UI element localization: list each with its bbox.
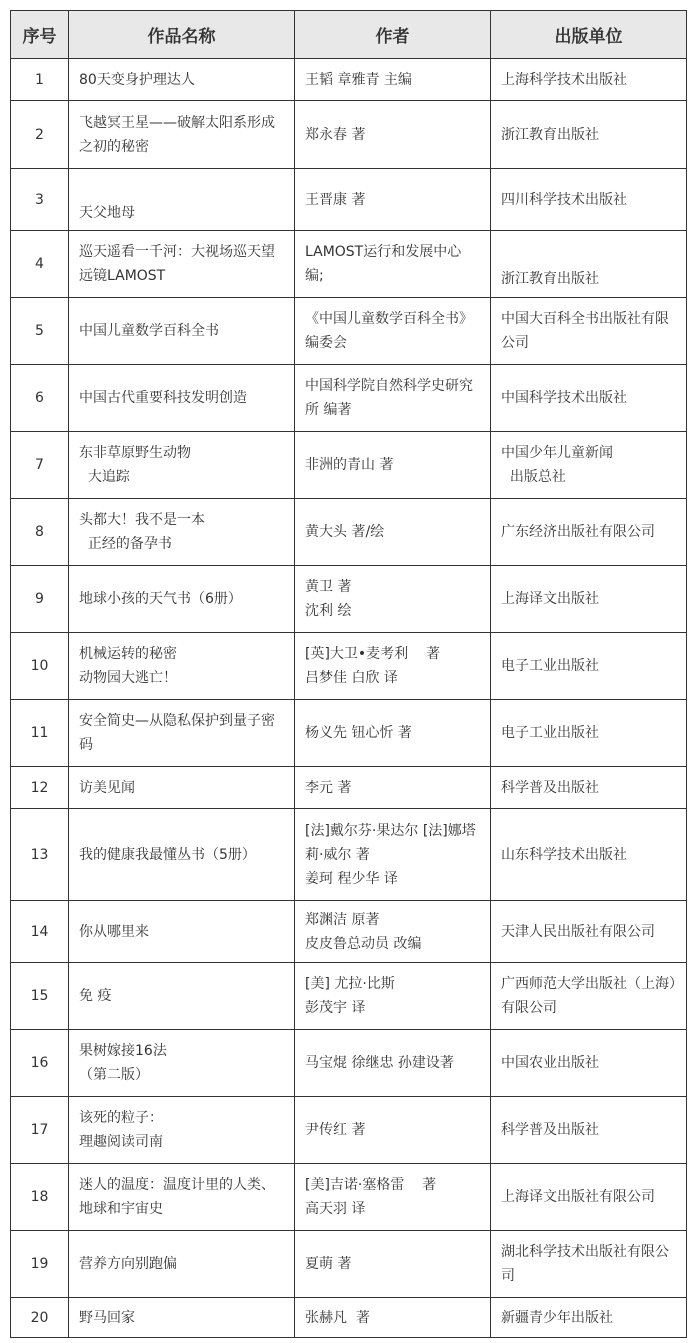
- row-author: [法]戴尔芬·果达尔 [法]娜塔莉·威尔 著 姜珂 程少华 译: [295, 809, 491, 901]
- row-author: 郑渊洁 原著 皮皮鲁总动员 改编: [295, 901, 491, 963]
- row-publisher: 广西师范大学出版社（上海）有限公司: [491, 963, 687, 1030]
- row-publisher: 科学普及出版社: [491, 767, 687, 809]
- row-number: 20: [11, 1298, 69, 1338]
- header-publisher: 出版单位: [491, 11, 687, 59]
- header-title: 作品名称: [69, 11, 295, 59]
- table-row: [11, 566, 687, 633]
- row-number: 11: [11, 700, 69, 767]
- row-author: 杨义先 钮心忻 著: [295, 700, 491, 767]
- table-row: [11, 1030, 687, 1097]
- row-number: 10: [11, 633, 69, 700]
- row-title: 我的健康我最懂丛书（5册）: [69, 809, 295, 901]
- row-number: 12: [11, 767, 69, 809]
- row-number: 14: [11, 901, 69, 963]
- table-row: [11, 499, 687, 566]
- row-title: 果树嫁接16法 （第二版）: [69, 1030, 295, 1097]
- row-title: 安全简史—从隐私保护到量子密码: [69, 700, 295, 767]
- table-row: [11, 633, 687, 700]
- row-title: 该死的粒子： 理趣阅读司南: [69, 1097, 295, 1164]
- table-row: [11, 231, 687, 298]
- row-title: 免 疫: [69, 963, 295, 1030]
- row-author: 《中国儿童数学百科全书》 编委会: [295, 298, 491, 365]
- table-row: [11, 963, 687, 1030]
- row-number: 16: [11, 1030, 69, 1097]
- row-publisher: 山东科学技术出版社: [491, 809, 687, 901]
- row-author: 黄大头 著/绘: [295, 499, 491, 566]
- row-author: 李元 著: [295, 767, 491, 809]
- row-number: 4: [11, 231, 69, 298]
- row-publisher: 电子工业出版社: [491, 700, 687, 767]
- row-publisher: 浙江教育出版社: [491, 231, 687, 298]
- row-title: 访美见闻: [69, 767, 295, 809]
- table-row: [11, 298, 687, 365]
- row-publisher: 天津人民出版社有限公司: [491, 901, 687, 963]
- row-number: 3: [11, 169, 69, 231]
- row-author: [美] 尤拉·比斯 彭茂宇 译: [295, 963, 491, 1030]
- row-publisher: 中国少年儿童新闻 出版总社: [491, 432, 687, 499]
- row-number: 15: [11, 963, 69, 1030]
- table-row: [11, 700, 687, 767]
- row-author: [英]大卫•麦考利 著 吕梦佳 白欣 译: [295, 633, 491, 700]
- row-title: 你从哪里来: [69, 901, 295, 963]
- row-title: 野马回家: [69, 1298, 295, 1338]
- row-publisher: 上海译文出版社: [491, 566, 687, 633]
- row-title: 头都大！我不是一本 正经的备孕书: [69, 499, 295, 566]
- row-author: [美]吉诺·塞格雷 著 高天羽 译: [295, 1164, 491, 1231]
- row-publisher: 中国大百科全书出版社有限公司: [491, 298, 687, 365]
- row-title: 中国儿童数学百科全书: [69, 298, 295, 365]
- row-number: 7: [11, 432, 69, 499]
- table-row: [11, 1231, 687, 1298]
- row-author: 尹传红 著: [295, 1097, 491, 1164]
- row-number: 9: [11, 566, 69, 633]
- row-title: 机械运转的秘密 动物园大逃亡！: [69, 633, 295, 700]
- row-author: 非洲的青山 著: [295, 432, 491, 499]
- row-author: 王晋康 著: [295, 169, 491, 231]
- row-number: 13: [11, 809, 69, 901]
- row-author: 黄卫 著 沈利 绘: [295, 566, 491, 633]
- row-title: 营养方向别跑偏: [69, 1231, 295, 1298]
- row-title: 地球小孩的天气书（6册）: [69, 566, 295, 633]
- row-publisher: 四川科学技术出版社: [491, 169, 687, 231]
- row-publisher: 广东经济出版社有限公司: [491, 499, 687, 566]
- row-title: 中国古代重要科技发明创造: [69, 365, 295, 432]
- table-header-row: [11, 11, 687, 59]
- row-number: 1: [11, 59, 69, 101]
- table-row: [11, 365, 687, 432]
- row-number: 6: [11, 365, 69, 432]
- row-publisher: 上海科学技术出版社: [491, 59, 687, 101]
- table-row: [11, 101, 687, 169]
- row-publisher: 浙江教育出版社: [491, 101, 687, 169]
- header-number: 序号: [11, 11, 69, 59]
- row-publisher: 中国农业出版社: [491, 1030, 687, 1097]
- row-author: 王韬 章雅青 主编: [295, 59, 491, 101]
- row-publisher: 湖北科学技术出版社有限公司: [491, 1231, 687, 1298]
- table-row: [11, 169, 687, 231]
- row-publisher: 新疆青少年出版社: [491, 1298, 687, 1338]
- table-row: [11, 1097, 687, 1164]
- row-title: 巡天遥看一千河：大视场巡天望远镜LAMOST: [69, 231, 295, 298]
- table-row: [11, 1298, 687, 1338]
- table-row: [11, 901, 687, 963]
- row-author: 马宝焜 徐继忠 孙建设著: [295, 1030, 491, 1097]
- row-author: 中国科学院自然科学史研究所 编著: [295, 365, 491, 432]
- row-author: 郑永春 著: [295, 101, 491, 169]
- row-title: 天父地母: [69, 169, 295, 231]
- row-publisher: 上海译文出版社有限公司: [491, 1164, 687, 1231]
- row-number: 2: [11, 101, 69, 169]
- table-row: [11, 432, 687, 499]
- table-row: [11, 59, 687, 101]
- row-publisher: 中国科学技术出版社: [491, 365, 687, 432]
- header-author: 作者: [295, 11, 491, 59]
- row-author: LAMOST运行和发展中心 编;: [295, 231, 491, 298]
- row-number: 5: [11, 298, 69, 365]
- row-number: 17: [11, 1097, 69, 1164]
- table-row: [11, 767, 687, 809]
- row-title: 东非草原野生动物 大追踪: [69, 432, 295, 499]
- table-row: [11, 809, 687, 901]
- row-author: 夏萌 著: [295, 1231, 491, 1298]
- row-title: 迷人的温度：温度计里的人类、地球和宇宙史: [69, 1164, 295, 1231]
- row-author: 张赫凡 著: [295, 1298, 491, 1338]
- row-title: 飞越冥王星——破解太阳系形成之初的秘密: [69, 101, 295, 169]
- row-publisher: 科学普及出版社: [491, 1097, 687, 1164]
- row-number: 8: [11, 499, 69, 566]
- row-title: 80天变身护理达人: [69, 59, 295, 101]
- row-publisher: 电子工业出版社: [491, 633, 687, 700]
- row-number: 18: [11, 1164, 69, 1231]
- table-row: [11, 1164, 687, 1231]
- book-list-table: [10, 10, 687, 1338]
- row-number: 19: [11, 1231, 69, 1298]
